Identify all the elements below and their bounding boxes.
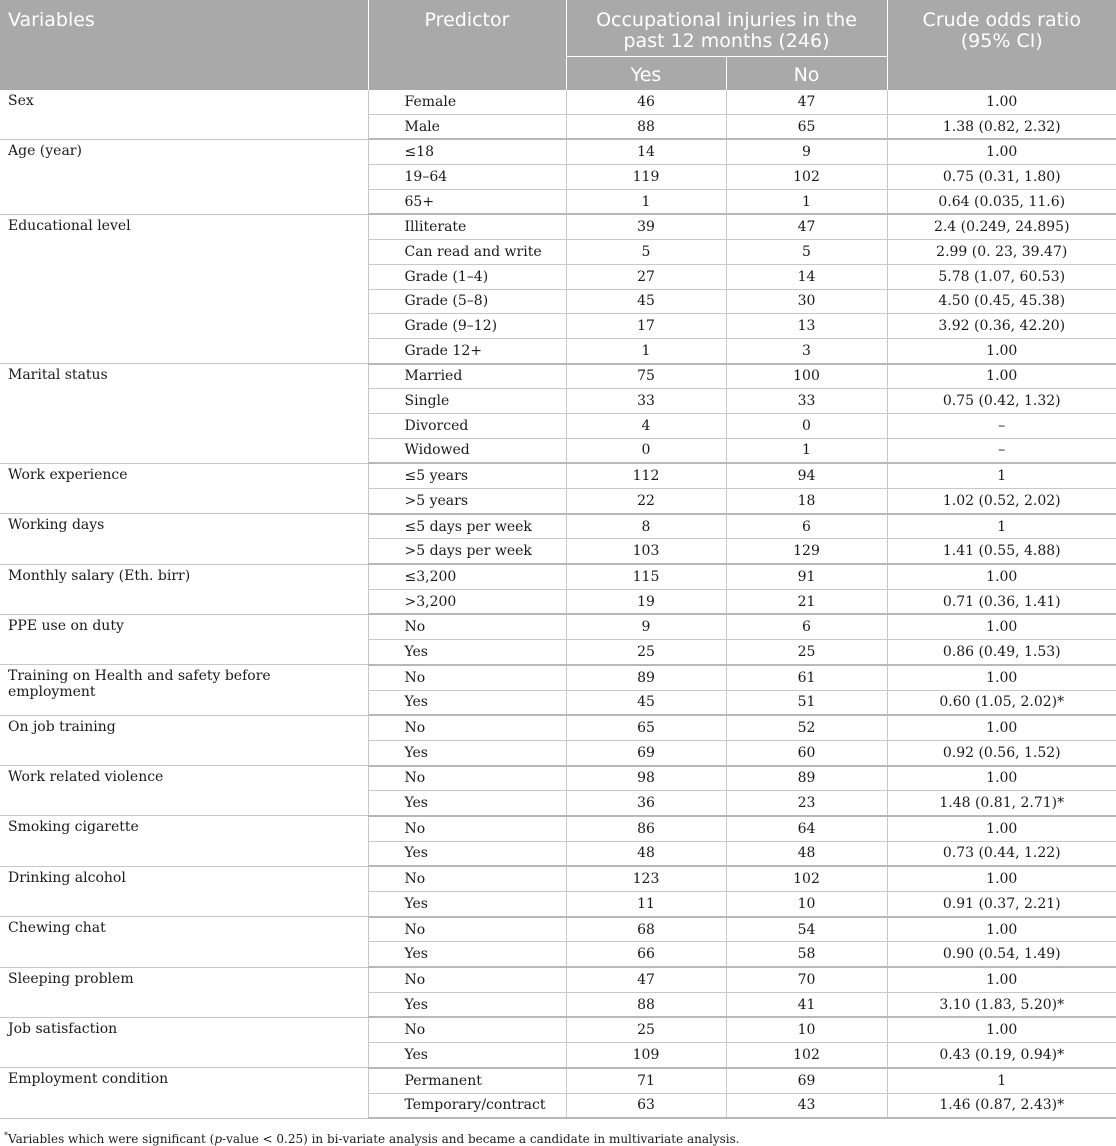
- table-row: [0, 1017, 1116, 1042]
- variable-cell: Job satisfaction: [0, 1017, 368, 1067]
- odds-ratio-cell: –: [887, 438, 1116, 463]
- yes-count-cell: 89: [566, 665, 726, 690]
- yes-count-cell: 115: [566, 564, 726, 589]
- table-row: [0, 866, 1116, 891]
- yes-count-cell: 71: [566, 1068, 726, 1093]
- no-count-cell: 65: [726, 114, 887, 139]
- yes-count-cell: 27: [566, 264, 726, 289]
- no-count-cell: 51: [726, 690, 887, 715]
- predictor-cell: No: [368, 816, 566, 841]
- predictor-cell: No: [368, 614, 566, 639]
- odds-ratio-cell: 1.02 (0.52, 2.02): [887, 489, 1116, 514]
- predictor-cell: >5 days per week: [368, 539, 566, 564]
- odds-ratio-cell: 0.91 (0.37, 2.21): [887, 892, 1116, 917]
- yes-count-cell: 4: [566, 413, 726, 438]
- yes-count-cell: 69: [566, 740, 726, 765]
- yes-count-cell: 39: [566, 214, 726, 239]
- predictor-cell: Can read and write: [368, 240, 566, 265]
- odds-ratio-cell: 0.75 (0.31, 1.80): [887, 165, 1116, 190]
- table-row: [0, 139, 1116, 164]
- variable-cell: Work related violence: [0, 766, 368, 816]
- odds-ratio-cell: 1: [887, 514, 1116, 539]
- no-count-cell: 47: [726, 90, 887, 114]
- predictor-cell: 19–64: [368, 165, 566, 190]
- table-row: [0, 614, 1116, 639]
- odds-ratio-cell: 3.10 (1.83, 5.20)*: [887, 992, 1116, 1017]
- yes-count-cell: 25: [566, 1017, 726, 1042]
- no-count-cell: 23: [726, 791, 887, 816]
- variable-cell: Marital status: [0, 364, 368, 464]
- no-count-cell: 60: [726, 740, 887, 765]
- odds-ratio-cell: 1.00: [887, 866, 1116, 891]
- yes-count-cell: 119: [566, 165, 726, 190]
- no-count-cell: 0: [726, 413, 887, 438]
- predictor-cell: Widowed: [368, 438, 566, 463]
- yes-count-cell: 75: [566, 364, 726, 389]
- odds-ratio-cell: –: [887, 413, 1116, 438]
- table-row: [0, 514, 1116, 539]
- table-row: [0, 816, 1116, 841]
- variable-cell: Chewing chat: [0, 917, 368, 967]
- header-injuries: Occupational injuries in the past 12 months (246): [566, 0, 887, 56]
- odds-ratio-cell: 1.00: [887, 816, 1116, 841]
- yes-count-cell: 11: [566, 892, 726, 917]
- table-row: [0, 1068, 1116, 1093]
- yes-count-cell: 8: [566, 514, 726, 539]
- predictor-cell: Married: [368, 364, 566, 389]
- table-row: [0, 715, 1116, 740]
- odds-ratio-cell: 1.00: [887, 614, 1116, 639]
- odds-ratio-cell: 1: [887, 463, 1116, 488]
- predictor-cell: No: [368, 967, 566, 992]
- footnote-text-before: Variables which were significant (: [8, 1132, 215, 1146]
- no-count-cell: 100: [726, 364, 887, 389]
- predictor-cell: Grade (9–12): [368, 314, 566, 339]
- yes-count-cell: 123: [566, 866, 726, 891]
- header-yes: Yes: [566, 56, 726, 90]
- odds-ratio-cell: 1.48 (0.81, 2.71)*: [887, 791, 1116, 816]
- yes-count-cell: 0: [566, 438, 726, 463]
- predictor-cell: Grade (1–4): [368, 264, 566, 289]
- odds-ratio-cell: 1.00: [887, 967, 1116, 992]
- variable-cell: Age (year): [0, 139, 368, 214]
- no-count-cell: 25: [726, 640, 887, 665]
- no-count-cell: 1: [726, 189, 887, 214]
- no-count-cell: 6: [726, 514, 887, 539]
- odds-ratio-cell: 1.00: [887, 766, 1116, 791]
- no-count-cell: 13: [726, 314, 887, 339]
- table-row: [0, 564, 1116, 589]
- predictor-cell: No: [368, 766, 566, 791]
- yes-count-cell: 66: [566, 942, 726, 967]
- variable-cell: PPE use on duty: [0, 614, 368, 664]
- table-header: [0, 0, 1116, 90]
- no-count-cell: 102: [726, 866, 887, 891]
- yes-count-cell: 88: [566, 114, 726, 139]
- odds-ratio-cell: 1.00: [887, 564, 1116, 589]
- yes-count-cell: 9: [566, 614, 726, 639]
- footnote-p: p: [214, 1132, 223, 1146]
- predictor-cell: No: [368, 866, 566, 891]
- predictor-cell: No: [368, 715, 566, 740]
- predictor-cell: Yes: [368, 942, 566, 967]
- predictor-cell: Illiterate: [368, 214, 566, 239]
- table-body: [0, 90, 1116, 1118]
- yes-count-cell: 5: [566, 240, 726, 265]
- odds-ratio-cell: 0.43 (0.19, 0.94)*: [887, 1043, 1116, 1068]
- predictor-cell: >5 years: [368, 489, 566, 514]
- no-count-cell: 54: [726, 917, 887, 942]
- variable-cell: Sex: [0, 90, 368, 139]
- predictor-cell: Yes: [368, 690, 566, 715]
- table-row: [0, 364, 1116, 389]
- odds-ratio-cell: 1.00: [887, 338, 1116, 363]
- no-count-cell: 6: [726, 614, 887, 639]
- odds-ratio-cell: 2.4 (0.249, 24.895): [887, 214, 1116, 239]
- yes-count-cell: 98: [566, 766, 726, 791]
- header-no: No: [726, 56, 887, 90]
- no-count-cell: 9: [726, 139, 887, 164]
- no-count-cell: 69: [726, 1068, 887, 1093]
- odds-ratio-cell: 0.75 (0.42, 1.32): [887, 389, 1116, 414]
- variable-cell: Drinking alcohol: [0, 866, 368, 916]
- predictor-cell: ≤5 days per week: [368, 514, 566, 539]
- predictor-cell: Male: [368, 114, 566, 139]
- yes-count-cell: 88: [566, 992, 726, 1017]
- odds-ratio-cell: 0.64 (0.035, 11.6): [887, 189, 1116, 214]
- predictor-cell: No: [368, 1017, 566, 1042]
- odds-ratio-cell: 1.46 (0.87, 2.43)*: [887, 1093, 1116, 1118]
- table-row: [0, 766, 1116, 791]
- odds-ratio-cell: 1.00: [887, 715, 1116, 740]
- predictor-cell: Grade (5–8): [368, 289, 566, 314]
- no-count-cell: 129: [726, 539, 887, 564]
- yes-count-cell: 33: [566, 389, 726, 414]
- yes-count-cell: 45: [566, 289, 726, 314]
- predictor-cell: Yes: [368, 1043, 566, 1068]
- predictor-cell: ≤18: [368, 139, 566, 164]
- predictor-cell: Female: [368, 90, 566, 114]
- no-count-cell: 94: [726, 463, 887, 488]
- footnote: [0, 1119, 1116, 1146]
- no-count-cell: 33: [726, 389, 887, 414]
- no-count-cell: 5: [726, 240, 887, 265]
- odds-ratio-cell: 1.00: [887, 139, 1116, 164]
- variable-cell: Educational level: [0, 214, 368, 363]
- no-count-cell: 1: [726, 438, 887, 463]
- variable-cell: Work experience: [0, 463, 368, 513]
- no-count-cell: 10: [726, 892, 887, 917]
- yes-count-cell: 45: [566, 690, 726, 715]
- predictor-cell: No: [368, 665, 566, 690]
- predictor-cell: Permanent: [368, 1068, 566, 1093]
- predictor-cell: ≤3,200: [368, 564, 566, 589]
- odds-ratio-cell: 0.73 (0.44, 1.22): [887, 841, 1116, 866]
- no-count-cell: 18: [726, 489, 887, 514]
- footnote-text-after: -value < 0.25) in bi-variate analysis and became a candidate in multivariate analysis.: [222, 1132, 740, 1146]
- odds-ratio-cell: 1.00: [887, 364, 1116, 389]
- predictor-cell: Divorced: [368, 413, 566, 438]
- odds-ratio-cell: 1.00: [887, 665, 1116, 690]
- predictor-cell: ≤5 years: [368, 463, 566, 488]
- no-count-cell: 91: [726, 564, 887, 589]
- odds-ratio-cell: 0.86 (0.49, 1.53): [887, 640, 1116, 665]
- no-count-cell: 14: [726, 264, 887, 289]
- yes-count-cell: 14: [566, 139, 726, 164]
- predictor-cell: Yes: [368, 992, 566, 1017]
- no-count-cell: 102: [726, 165, 887, 190]
- predictor-cell: Yes: [368, 791, 566, 816]
- no-count-cell: 70: [726, 967, 887, 992]
- odds-ratio-cell: 5.78 (1.07, 60.53): [887, 264, 1116, 289]
- variable-cell: Training on Health and safety before employment: [0, 665, 368, 715]
- no-count-cell: 43: [726, 1093, 887, 1118]
- no-count-cell: 58: [726, 942, 887, 967]
- odds-ratio-cell: 1.00: [887, 917, 1116, 942]
- odds-ratio-cell: 0.90 (0.54, 1.49): [887, 942, 1116, 967]
- header-crude-or: Crude odds ratio (95% CI): [887, 0, 1116, 90]
- table-row: [0, 90, 1116, 114]
- predictor-cell: >3,200: [368, 589, 566, 614]
- predictor-cell: No: [368, 917, 566, 942]
- no-count-cell: 89: [726, 766, 887, 791]
- variable-cell: Monthly salary (Eth. birr): [0, 564, 368, 614]
- yes-count-cell: 1: [566, 189, 726, 214]
- table-row: [0, 463, 1116, 488]
- yes-count-cell: 46: [566, 90, 726, 114]
- yes-count-cell: 109: [566, 1043, 726, 1068]
- yes-count-cell: 22: [566, 489, 726, 514]
- yes-count-cell: 36: [566, 791, 726, 816]
- yes-count-cell: 63: [566, 1093, 726, 1118]
- no-count-cell: 52: [726, 715, 887, 740]
- table-row: [0, 967, 1116, 992]
- footnote-mark: *: [4, 1131, 8, 1141]
- header-predictor: Predictor: [368, 0, 566, 90]
- no-count-cell: 47: [726, 214, 887, 239]
- yes-count-cell: 48: [566, 841, 726, 866]
- predictor-cell: Yes: [368, 640, 566, 665]
- header-variables: Variables: [0, 0, 368, 90]
- no-count-cell: 41: [726, 992, 887, 1017]
- predictor-cell: 65+: [368, 189, 566, 214]
- odds-ratio-cell: 3.92 (0.36, 42.20): [887, 314, 1116, 339]
- yes-count-cell: 103: [566, 539, 726, 564]
- no-count-cell: 3: [726, 338, 887, 363]
- predictor-cell: Yes: [368, 841, 566, 866]
- odds-ratio-cell: 1.38 (0.82, 2.32): [887, 114, 1116, 139]
- odds-ratio-cell: 0.92 (0.56, 1.52): [887, 740, 1116, 765]
- table-row: [0, 917, 1116, 942]
- yes-count-cell: 65: [566, 715, 726, 740]
- yes-count-cell: 112: [566, 463, 726, 488]
- variable-cell: On job training: [0, 715, 368, 765]
- no-count-cell: 48: [726, 841, 887, 866]
- yes-count-cell: 17: [566, 314, 726, 339]
- variable-cell: Employment condition: [0, 1068, 368, 1118]
- odds-ratio-cell: 0.60 (1.05, 2.02)*: [887, 690, 1116, 715]
- yes-count-cell: 68: [566, 917, 726, 942]
- predictor-cell: Yes: [368, 740, 566, 765]
- no-count-cell: 61: [726, 665, 887, 690]
- predictor-cell: Temporary/contract: [368, 1093, 566, 1118]
- yes-count-cell: 1: [566, 338, 726, 363]
- odds-ratio-cell: 2.99 (0. 23, 39.47): [887, 240, 1116, 265]
- yes-count-cell: 47: [566, 967, 726, 992]
- yes-count-cell: 25: [566, 640, 726, 665]
- odds-ratio-cell: 1.00: [887, 1017, 1116, 1042]
- no-count-cell: 64: [726, 816, 887, 841]
- odds-ratio-cell: 1: [887, 1068, 1116, 1093]
- yes-count-cell: 86: [566, 816, 726, 841]
- odds-ratio-cell: 0.71 (0.36, 1.41): [887, 589, 1116, 614]
- yes-count-cell: 19: [566, 589, 726, 614]
- variable-cell: Working days: [0, 514, 368, 564]
- no-count-cell: 102: [726, 1043, 887, 1068]
- predictor-cell: Grade 12+: [368, 338, 566, 363]
- odds-ratio-cell: 4.50 (0.45, 45.38): [887, 289, 1116, 314]
- table-row: [0, 214, 1116, 239]
- table-row: [0, 665, 1116, 690]
- no-count-cell: 21: [726, 589, 887, 614]
- variable-cell: Sleeping problem: [0, 967, 368, 1017]
- odds-ratio-cell: 1.41 (0.55, 4.88): [887, 539, 1116, 564]
- variable-cell: Smoking cigarette: [0, 816, 368, 866]
- predictor-cell: Yes: [368, 892, 566, 917]
- predictor-cell: Single: [368, 389, 566, 414]
- odds-ratio-cell: 1.00: [887, 90, 1116, 114]
- no-count-cell: 10: [726, 1017, 887, 1042]
- no-count-cell: 30: [726, 289, 887, 314]
